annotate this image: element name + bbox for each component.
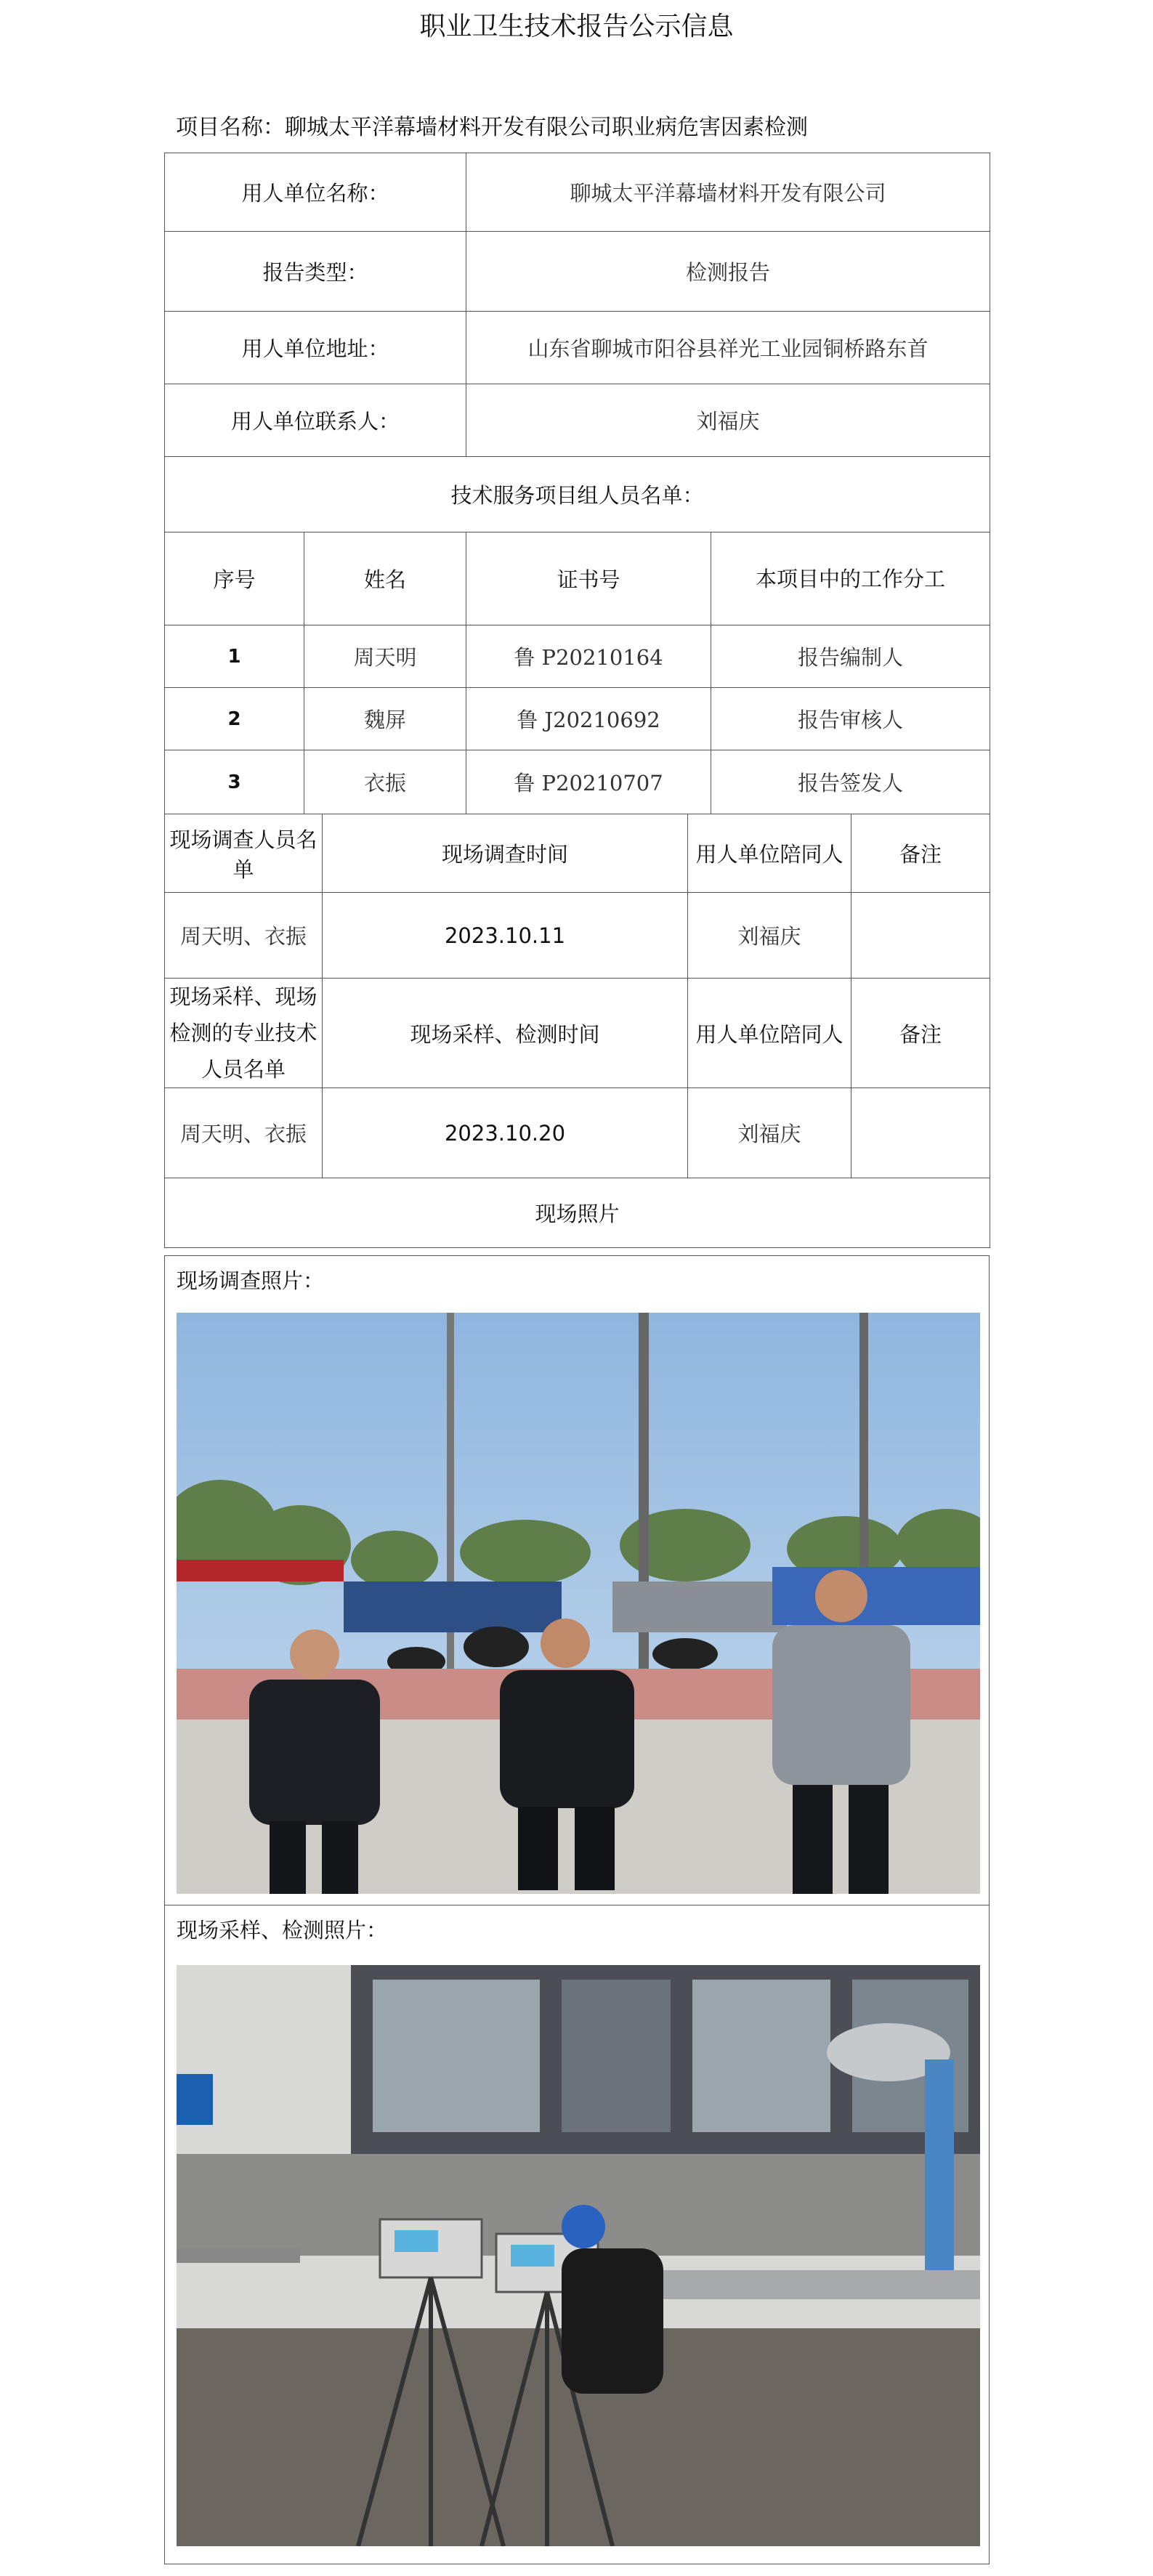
survey-row — [165, 893, 990, 979]
survey-time: 2023.10.11 — [323, 893, 688, 979]
team-name: 魏屏 — [304, 688, 466, 750]
team-header-name: 姓名 — [304, 532, 466, 625]
sampling-row — [165, 1088, 990, 1178]
team-header-no: 序号 — [165, 532, 304, 625]
table-row — [165, 625, 990, 688]
survey-note — [851, 893, 990, 979]
sampling-header-time: 现场采样、检测时间 — [323, 979, 688, 1088]
team-header-cert: 证书号 — [466, 532, 711, 625]
survey-header-time: 现场调查时间 — [323, 814, 688, 893]
field-row-contact — [165, 384, 990, 457]
team-heading: 技术服务项目组人员名单： — [165, 457, 990, 532]
team-no: 2 — [165, 688, 304, 750]
team-header-role: 本项目中的工作分工 — [711, 532, 990, 625]
photos-heading: 现场照片 — [165, 1178, 990, 1248]
sampling-note — [851, 1088, 990, 1178]
survey-header-note: 备注 — [851, 814, 990, 893]
field-row-company — [165, 153, 990, 232]
team-cert: 鲁 J20210692 — [466, 688, 711, 750]
contact-value: 刘福庆 — [466, 384, 990, 457]
table-row — [165, 750, 990, 814]
sampling-header-note: 备注 — [851, 979, 990, 1088]
survey-photo-label: 现场调查照片： — [177, 1268, 325, 1293]
survey-header-row — [165, 814, 990, 893]
survey-header-people: 现场调查人员名单 — [165, 814, 323, 893]
contact-label: 用人单位联系人： — [165, 384, 466, 457]
address-value: 山东省聊城市阳谷县祥光工业园铜桥路东首 — [466, 312, 990, 384]
survey-escort: 刘福庆 — [688, 893, 851, 979]
team-cert: 鲁 P20210707 — [466, 750, 711, 814]
survey-people: 周天明、衣振 — [165, 893, 323, 979]
team-name: 周天明 — [304, 625, 466, 688]
team-cert: 鲁 P20210164 — [466, 625, 711, 688]
sampling-header-people: 现场采样、现场检测的专业技术人员名单 — [165, 979, 323, 1088]
table-row — [165, 688, 990, 750]
team-header-row — [165, 532, 990, 625]
sampling-time: 2023.10.20 — [323, 1088, 688, 1178]
survey-header-escort: 用人单位陪同人 — [688, 814, 851, 893]
sampling-photo-label: 现场采样、检测照片： — [177, 1918, 388, 1943]
report-type-label: 报告类型： — [165, 232, 466, 312]
sampling-header-row — [165, 979, 990, 1088]
sampling-photo — [177, 1965, 980, 2546]
page-title: 职业卫生技术报告公示信息 — [419, 12, 734, 41]
field-row-report-type — [165, 232, 990, 312]
team-role: 报告签发人 — [711, 750, 990, 814]
address-label: 用人单位地址： — [165, 312, 466, 384]
team-no: 3 — [165, 750, 304, 814]
project-name: 项目名称：聊城太平洋幕墙材料开发有限公司职业病危害因素检测 — [176, 115, 808, 140]
team-role: 报告编制人 — [711, 625, 990, 688]
sampling-escort: 刘福庆 — [688, 1088, 851, 1178]
report-type-value: 检测报告 — [466, 232, 990, 312]
team-name: 衣振 — [304, 750, 466, 814]
survey-photo — [177, 1313, 980, 1894]
company-label: 用人单位名称： — [165, 153, 466, 232]
photos-section — [164, 1255, 990, 2564]
sampling-header-escort: 用人单位陪同人 — [688, 979, 851, 1088]
sampling-people: 周天明、衣振 — [165, 1088, 323, 1178]
info-table — [164, 153, 990, 1248]
team-role: 报告审核人 — [711, 688, 990, 750]
company-value: 聊城太平洋幕墙材料开发有限公司 — [466, 153, 990, 232]
field-row-address — [165, 312, 990, 384]
team-no: 1 — [165, 625, 304, 688]
